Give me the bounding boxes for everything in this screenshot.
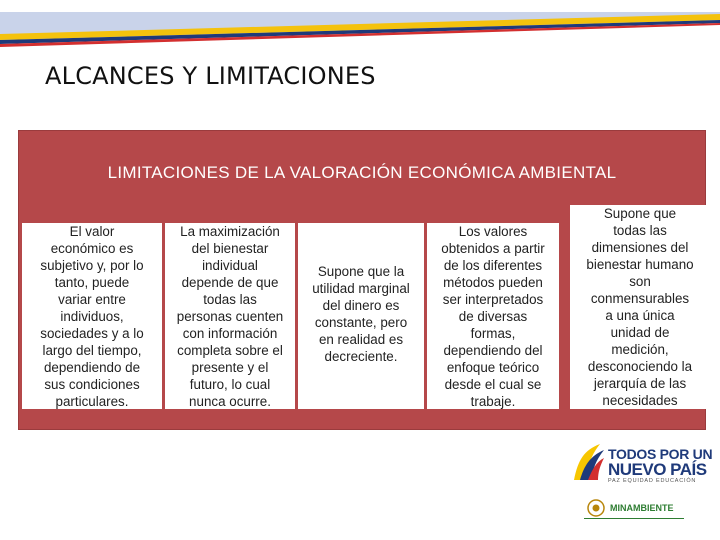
panel-heading	[19, 131, 705, 213]
slide-title: ALCANCES Y LIMITACIONES	[45, 62, 376, 90]
cell-text-line: depende de que	[181, 275, 279, 290]
cell-text-line: necesidades	[602, 393, 678, 408]
cell-text-line: Supone que	[603, 206, 677, 221]
cell-text-line: sociedades y a lo	[40, 326, 144, 341]
cell-text-line: trabaje.	[470, 394, 516, 409]
limitation-cell-2	[165, 223, 295, 409]
limitation-cell-5	[570, 205, 710, 409]
cell-text-line: dimensiones del	[591, 240, 689, 255]
cell-text-line: largo del tiempo,	[42, 343, 142, 358]
limitations-grid	[22, 206, 702, 426]
cell-text-line: del bienestar	[191, 241, 269, 256]
ministry-logo	[584, 498, 684, 518]
cell-text-line: a una única	[605, 308, 675, 323]
cell-text-line: medición,	[611, 342, 669, 357]
cell-text-line: desconociendo la	[587, 359, 693, 374]
brand-line-2: NUEVO PAÍS	[608, 460, 707, 479]
cell-text-line: Supone que la	[317, 264, 405, 279]
cell-text-line: dependiendo del	[443, 343, 543, 358]
colombia-flag-icon	[570, 440, 606, 484]
top-stripes	[0, 0, 720, 50]
cell-text-line: métodos pueden	[443, 275, 543, 290]
limitation-cell-4-inner	[427, 223, 559, 409]
cell-text-line: con información	[182, 326, 278, 341]
cell-text-line: futuro, lo cual	[189, 377, 271, 392]
cell-text-line: de los diferentes	[443, 258, 543, 273]
cell-text-line: dependiendo de	[43, 360, 141, 375]
cell-text-line: en realidad es	[318, 332, 404, 347]
cell-text-line: subjetivo y, por lo	[40, 258, 144, 273]
limitations-panel	[18, 130, 706, 430]
ministry-name: MINAMBIENTE	[610, 503, 674, 513]
cell-text-line: obtenidos a partir	[441, 241, 545, 256]
cell-text-line: conmensurables	[590, 291, 690, 306]
cell-text-line: presente y el	[191, 360, 269, 375]
cell-text-line: constante, pero	[314, 315, 408, 330]
cell-text-line: sus condiciones	[44, 377, 140, 392]
cell-text-line: decreciente.	[324, 349, 398, 364]
limitation-cell-1	[22, 223, 162, 409]
cell-text-line: de diversas	[458, 309, 528, 324]
panel-heading-text: LIMITACIONES DE LA VALORACIÓN ECONÓMICA AMBIENTAL	[107, 163, 617, 182]
cell-text-line: todas las	[613, 223, 667, 238]
cell-text-line: personas cuenten	[176, 309, 284, 324]
cell-text-line: Los valores	[458, 224, 528, 239]
cell-text-line: del dinero es	[322, 298, 400, 313]
logos	[570, 436, 713, 526]
cell-text-line: tanto, puede	[54, 275, 130, 290]
cell-text-line: ser interpretados	[442, 292, 544, 307]
cell-text-line: desde el cual se	[444, 377, 542, 392]
cell-text-line: El valor	[69, 224, 115, 239]
ministry-underline	[584, 518, 684, 519]
limitation-cell-3	[298, 223, 424, 409]
cell-text-line: individuos,	[60, 309, 124, 324]
cell-text-line: completa sobre el	[177, 343, 283, 358]
brand-line-1: TODOS POR UN	[608, 446, 713, 462]
cell-text-line: económico es	[50, 241, 134, 256]
cell-text-line: unidad de	[610, 325, 670, 340]
cell-text-line: particulares.	[55, 394, 129, 409]
coat-of-arms-icon	[586, 498, 606, 518]
cell-text-line: son	[629, 274, 651, 289]
cell-text-line: formas,	[470, 326, 516, 341]
cell-text-line: utilidad marginal	[312, 281, 410, 296]
cell-text-line: La maximización	[180, 224, 280, 239]
cell-text-line: individual	[202, 258, 258, 273]
cell-text-line: bienestar humano	[586, 257, 694, 272]
cell-text-line: nunca ocurre.	[189, 394, 271, 409]
cell-text-line: todas las	[203, 292, 257, 307]
cell-text-line: variar entre	[58, 292, 126, 307]
cell-text-line: enfoque teórico	[446, 360, 540, 375]
limitation-cell-4	[427, 223, 567, 409]
brand-tagline: PAZ EQUIDAD EDUCACIÓN	[608, 478, 697, 484]
cell-text-line: jerarquía de las	[593, 376, 687, 391]
